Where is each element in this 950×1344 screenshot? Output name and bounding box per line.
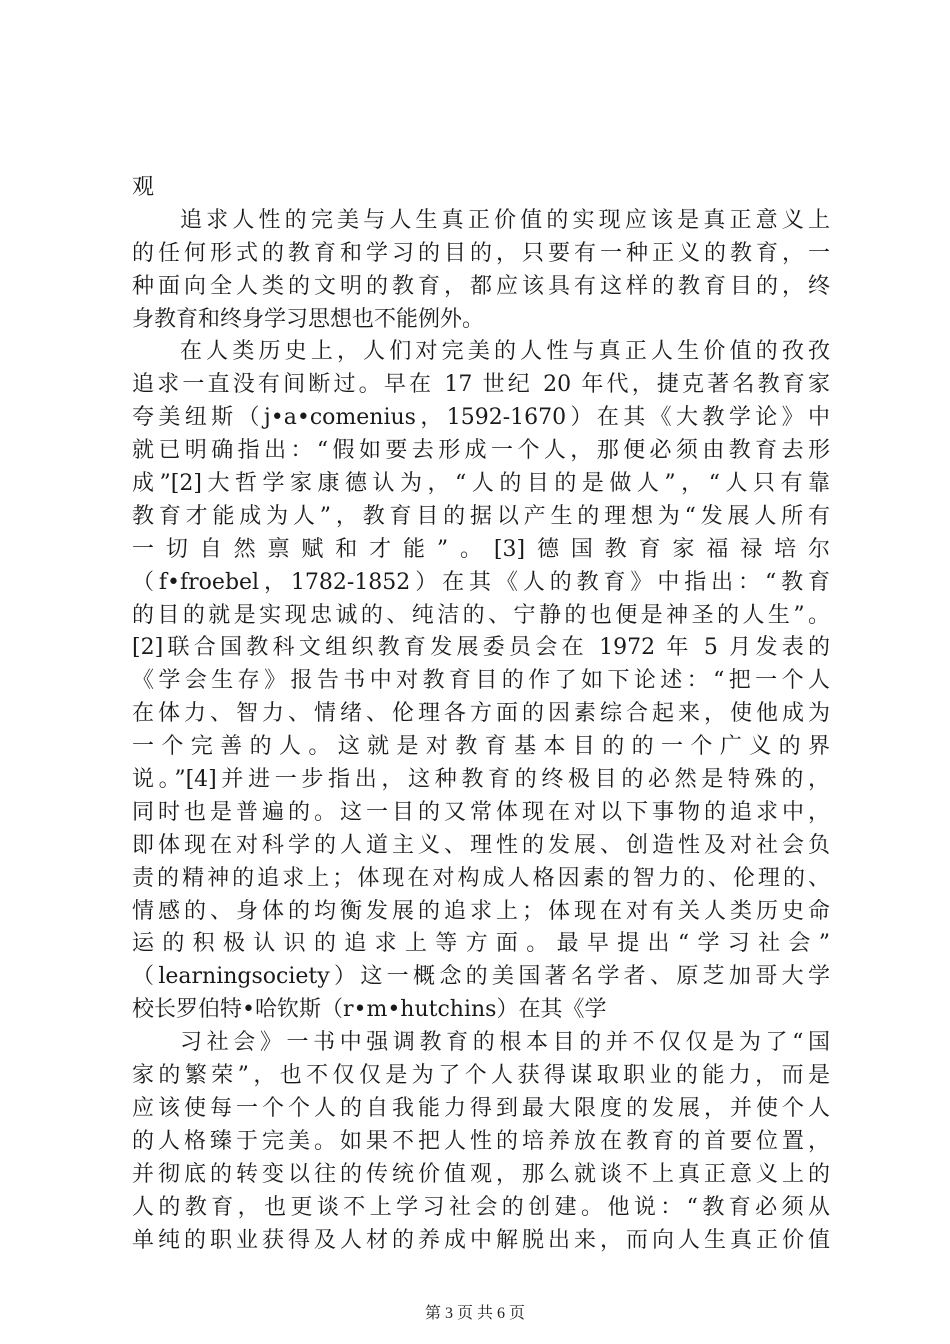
text-line: 应该使每一个个人的自我能力得到最大限度的发展，并使个人 <box>132 1095 830 1121</box>
page-footer: 第 3 页 共 6 页 <box>424 1305 525 1322</box>
text-line: 夸美纽斯（j•a•comenius，1592-1670）在其《大教学论》中 <box>132 405 830 431</box>
text-line: 追求人性的完美与人生真正价值的实现应该是真正意义上 <box>180 207 830 233</box>
text-line: 并彻底的转变以往的传统价值观，那么就谈不上真正意义上的 <box>132 1161 830 1187</box>
text-line: 单纯的职业获得及人材的养成中解脱出来，而向人生真正价值 <box>132 1227 830 1253</box>
text-line: 校长罗伯特•哈钦斯（r•m•hutchins）在其《学 <box>132 997 607 1023</box>
text-line: 说。”[4]并进一步指出，这种教育的终极目的必然是特殊的， <box>132 767 830 793</box>
text-line: 的人格臻于完美。如果不把人性的培养放在教育的首要位置， <box>132 1128 830 1154</box>
text-line: 在人类历史上，人们对完美的人性与真正人生价值的孜孜 <box>180 339 830 365</box>
text-line: 《学会生存》报告书中对教育目的作了如下论述：“把一个人 <box>132 668 830 694</box>
text-line: 成”[2]大哲学家康德认为，“人的目的是做人”，“人只有靠 <box>132 471 830 497</box>
text-line: 人的教育，也更谈不上学习社会的创建。他说：“教育必须从 <box>132 1194 830 1220</box>
text-line: 教育才能成为人”，教育目的据以产生的理想为“发展人所有 <box>132 503 830 529</box>
text-line: 种面向全人类的文明的教育，都应该具有这样的教育目的，终 <box>132 273 830 299</box>
text-line: 运的积极认识的追求上等方面。最早提出“学习社会” <box>132 931 830 957</box>
text-line: 家的繁荣”，也不仅仅是为了个人获得谋取职业的能力，而是 <box>132 1063 830 1089</box>
text-line: 责的精神的追求上；体现在对构成人格因素的智力的、伦理的、 <box>132 865 830 891</box>
text-line: （f•froebel，1782-1852）在其《人的教育》中指出：“教育 <box>132 569 830 595</box>
text-line: 即体现在对科学的人道主义、理性的发展、创造性及对社会负 <box>132 832 830 858</box>
text-line: 身教育和终身学习思想也不能例外。 <box>132 306 485 332</box>
text-line: （learningsociety）这一概念的美国著名学者、原芝加哥大学 <box>132 964 830 990</box>
text-line: 就已明确指出：“假如要去形成一个人，那便必须由教育去形 <box>132 438 830 464</box>
text-line: 在体力、智力、情绪、伦理各方面的因素综合起来，使他成为 <box>132 701 830 727</box>
text-line: 观 <box>132 175 155 200</box>
text-line: 一个完善的人。这就是对教育基本目的的一个广义的界 <box>132 734 830 760</box>
text-line: 情感的、身体的均衡发展的追求上；体现在对有关人类历史命 <box>132 898 830 924</box>
text-line: [2]联合国教科文组织教育发展委员会在 1972 年 5 月发表的 <box>132 635 830 661</box>
text-line: 同时也是普遍的。这一目的又常体现在对以下事物的追求中， <box>132 799 830 825</box>
text-line: 的目的就是实现忠诚的、纯洁的、宁静的也便是神圣的人生”。 <box>132 602 830 628</box>
text-line: 一切自然禀赋和才能”。[3]德国教育家福禄培尔 <box>132 536 830 562</box>
text-line: 追求一直没有间断过。早在 17 世纪 20 年代，捷克著名教育家 <box>132 372 830 398</box>
text-line: 的任何形式的教育和学习的目的，只要有一种正义的教育，一 <box>132 240 830 266</box>
text-line: 习社会》一书中强调教育的根本目的并不仅仅是为了“国 <box>180 1030 830 1056</box>
document-body <box>132 172 830 1257</box>
